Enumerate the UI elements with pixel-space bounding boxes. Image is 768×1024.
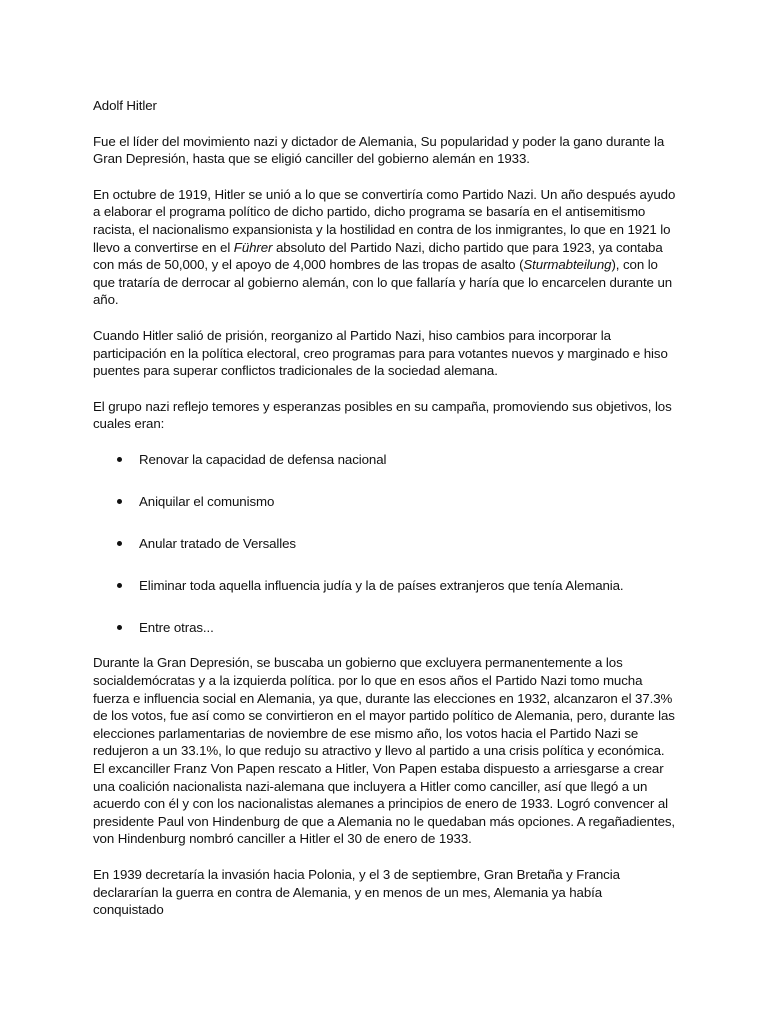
list-item-text: Renovar la capacidad de defensa nacional [139,451,387,467]
list-item [93,451,676,469]
list-item-text: Entre otras... [139,619,214,635]
paragraph-intro: Fue el líder del movimiento nazi y dictador de Alemania, Su popularidad y poder la gano durante la Gran Depresión, hasta que se eligió canciller del gobierno alemán en 1933. [93,133,665,167]
paragraph-text: ), con lo que trataría de derrocar al gobierno alemán, con lo que fallaría y haría que lo encarcelen durante un año. [93,257,673,308]
document-title: Adolf Hitler [93,98,157,113]
bullet-icon [117,625,122,630]
list-item-text: Eliminar toda aquella influencia judía y la de países extranjeros que tenía Alemania. [139,577,624,593]
list-item [93,493,676,511]
list-item [93,577,676,595]
list-item-text: Aniquilar el comunismo [139,493,275,509]
paragraph-invasion: En 1939 decretaría la invasión hacia Polonia, y el 3 de septiembre, Gran Bretaña y Francia declararían la guerra en contra de Alemania, y en menos de un mes, Alemania ya había conquistado [93,866,620,918]
paragraph-text: absoluto del Partido Nazi, dicho partido que para 1923, ya contaba con más de 50,000, y el apoyo de 4,000 hombres de las tropas de asalto ( [93,239,663,273]
list-item-text: Anular tratado de Versalles [139,535,296,551]
paragraph-great-depression: Durante la Gran Depresión, se buscaba un gobierno que excluyera permanentemente a los socialdemócratas y a la izquierda política. por lo que en esos años el Partido Nazi tomo mucha fuerza e influencia social en Alemania, ya que, durante las elecciones en 1932, alcanzaron el 37.3% de los votos, fue así como se convirtieron en el mayor partido político de Alemania, pero, durante las elecciones parlamentarias de noviembre de ese mismo año, los votos hacia el Partido Nazi se redujeron a un 33.1%, lo que redujo su atractivo y llevo al partido a una crisis política y económica. El excanciller Franz Von Papen rescato a Hitler, Von Papen estaba dispuesto a arriesgarse a crear una coalición nacionalista nazi-alemana que incluyera a Hitler como canciller, así que llegó a un acuerdo con él y con los nacionalistas alemanes a principios de enero de 1933. Logró convencer al presidente Paul von Hindenburg de que a Alemania no le quedaban más opciones. A regañadientes, von Hindenburg nombró canciller a Hitler el 30 de enero de 1933. [93,655,676,847]
italic-term-sturmabteilung: Sturmabteilung [523,257,612,273]
paragraph-party-origins [93,186,676,309]
paragraph-objectives-intro: El grupo nazi reflejo temores y esperanzas posibles en su campaña, promoviendo sus objetivos, los cuales eran: [93,398,672,432]
bullet-icon [117,583,122,588]
paragraph-reorganization: Cuando Hitler salió de prisión, reorganizo al Partido Nazi, hiso cambios para incorporar la participación en la política electoral, creo programas para para votantes nuevos y marginado e hiso puentes para superar conflictos tradicionales de la sociedad alemana. [93,327,668,379]
list-item [93,535,676,553]
document-body [93,97,676,937]
italic-term-fuhrer: Führer [233,239,273,255]
bullet-icon [117,541,122,546]
list-item [93,619,676,637]
paragraph-text: En octubre de 1919, Hitler se unió a lo que se convertiría como Partido Nazi. Un año después ayudo a elaborar el programa político de dicho partido, dicho programa se basaría en el antisemitismo racista, el nacionalismo expansionista y la hostilidad en contra de los inmigrantes, lo que en 1921 lo llevo a convertirse en el [93,186,676,255]
bullet-icon [117,499,122,504]
bullet-icon [117,457,122,462]
objectives-list [93,451,676,637]
